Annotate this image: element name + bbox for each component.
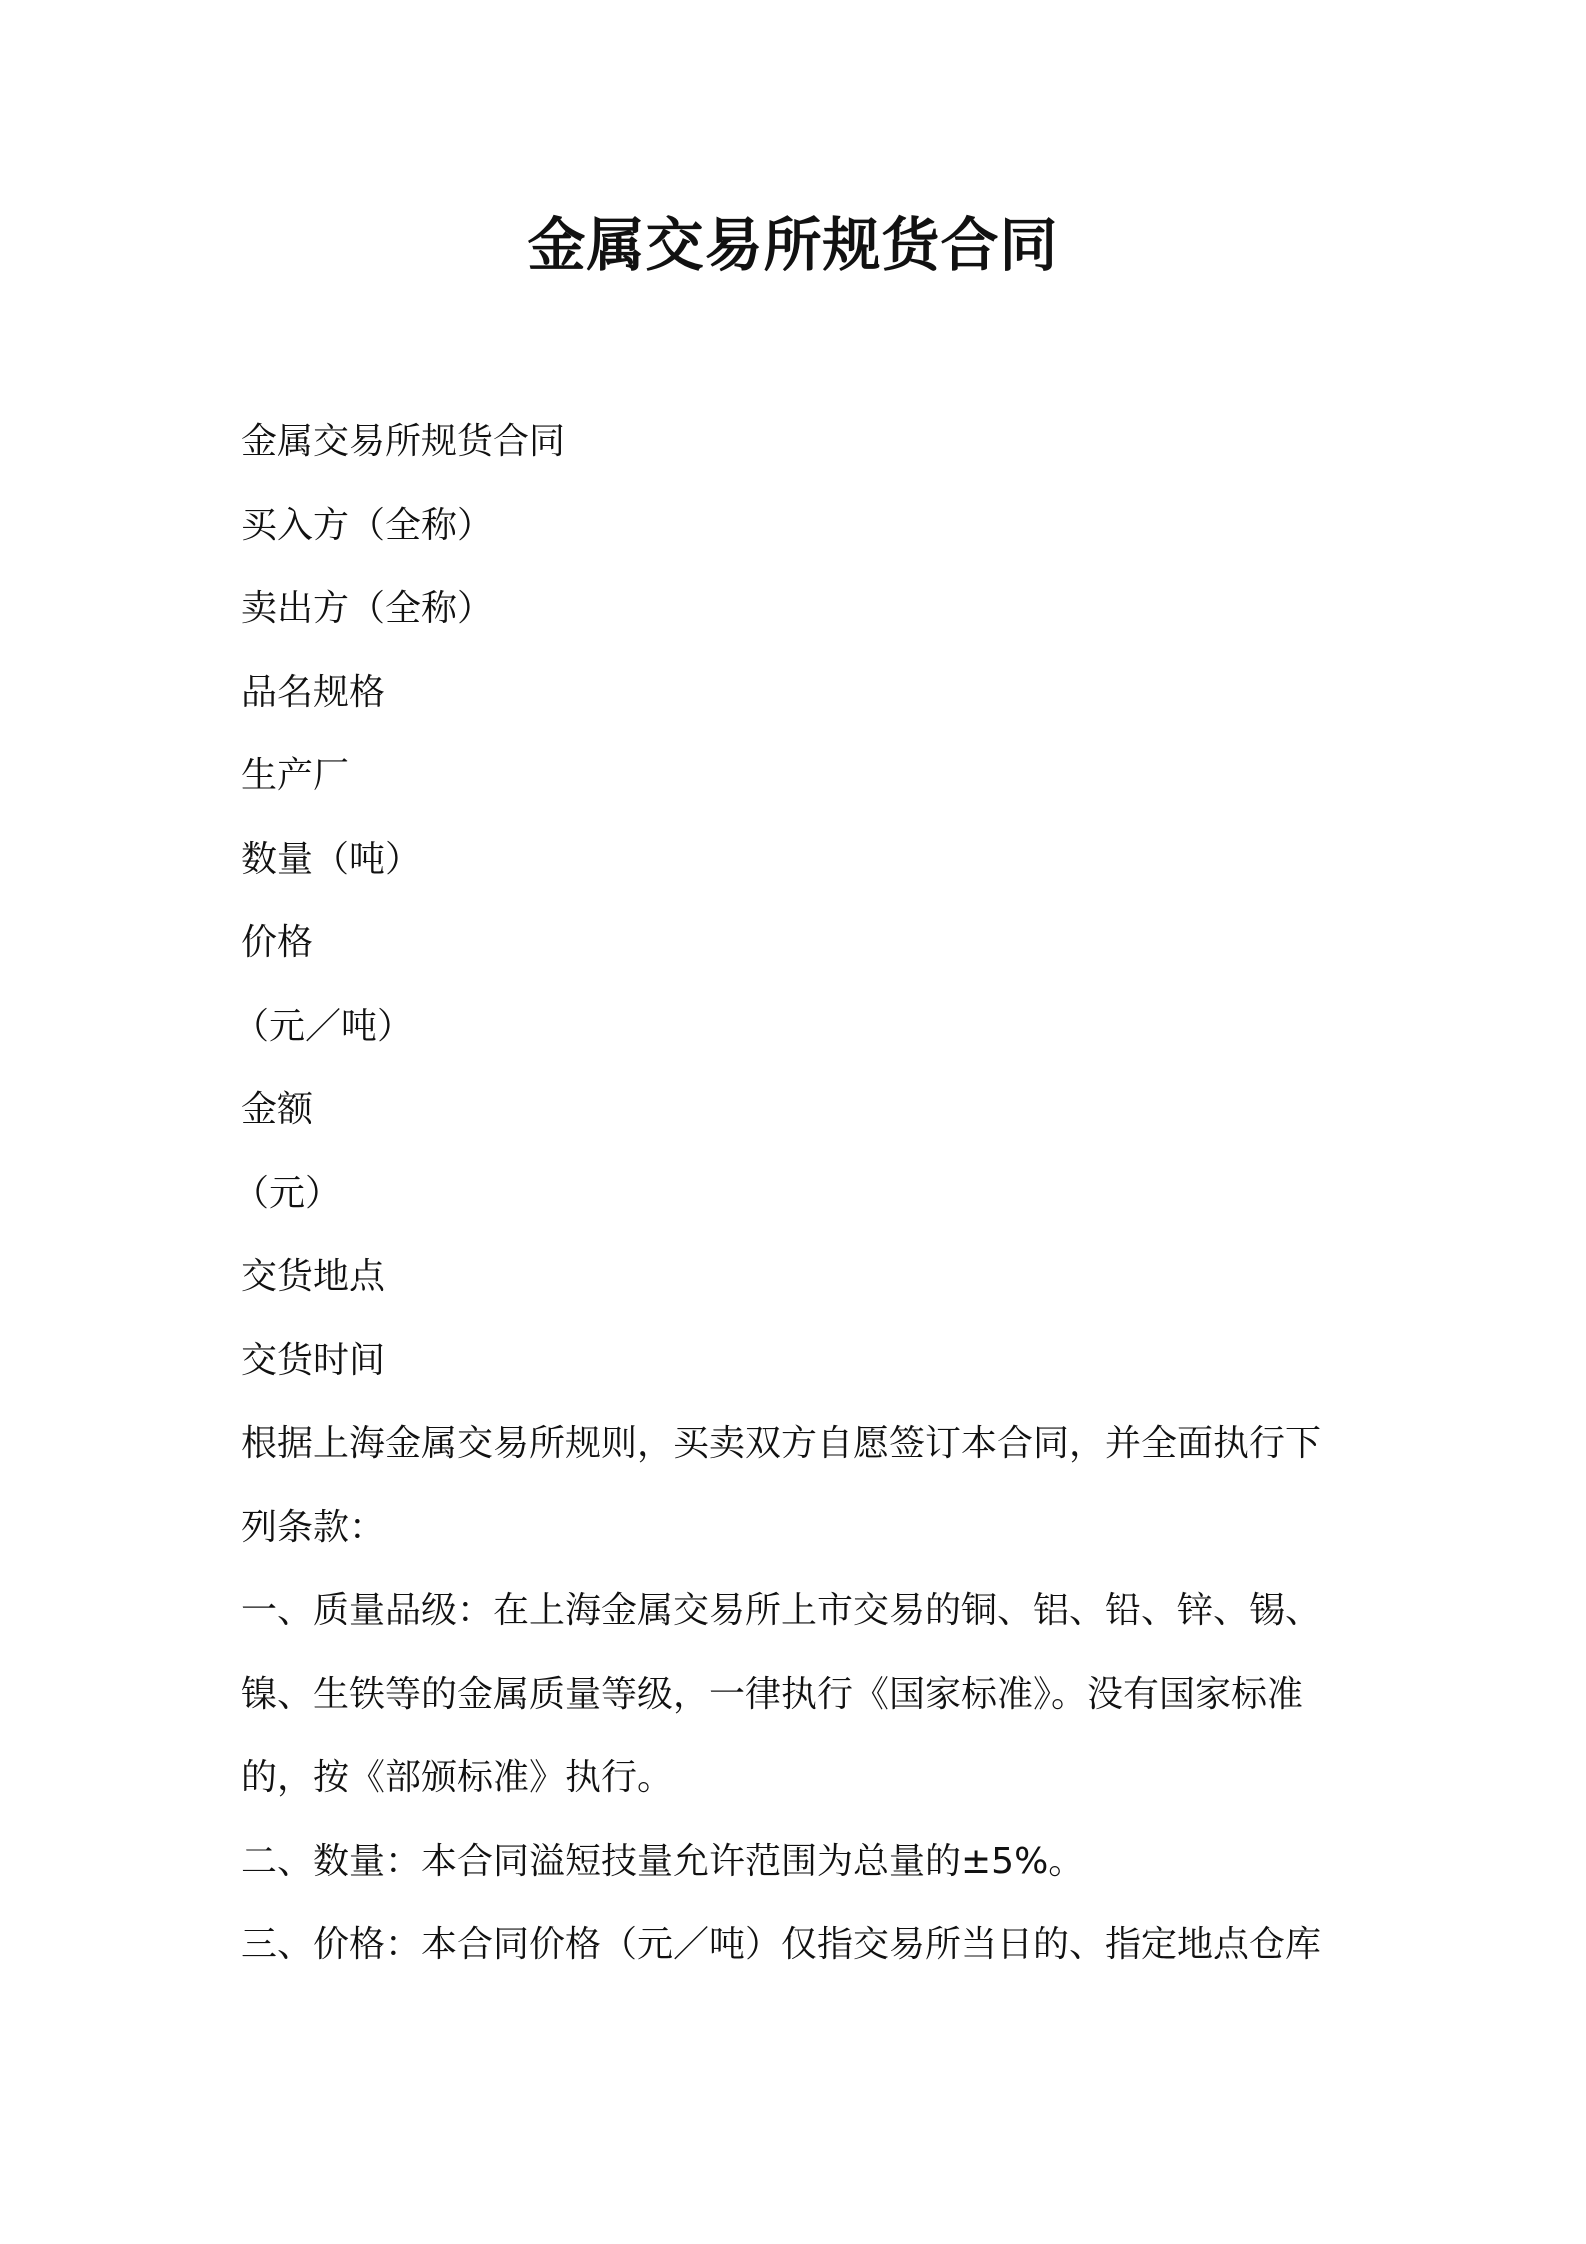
body-line: 交货时间 (241, 1339, 386, 1381)
body-line: 金额 (241, 1089, 314, 1130)
body-line: 金属交易所规货合同 (241, 421, 566, 462)
body-line: 交货地点 (241, 1256, 386, 1297)
document-body (233, 400, 1361, 1987)
body-line: 二、数量：本合同溢短技量允许范围为总量的±5%。 (241, 1840, 1085, 1882)
body-line: 数量（吨） (241, 838, 422, 880)
body-line: 买入方（全称） (241, 504, 494, 546)
body-line: 一、质量品级：在上海金属交易所上市交易的铜、铝、铅、锌、锡、 (241, 1590, 1322, 1631)
body-line: （元／吨） (233, 1005, 414, 1047)
body-line: 价格 (241, 922, 314, 963)
body-line: （元） (233, 1172, 342, 1214)
body-line: 品名规格 (241, 671, 386, 713)
body-line: 卖出方（全称） (241, 588, 494, 629)
body-line: 生产厂 (241, 755, 350, 796)
body-line: 三、价格：本合同价格（元／吨）仅指交易所当日的、指定地点仓库 (241, 1924, 1322, 1965)
body-line: 的，按《部颁标准》执行。 (241, 1757, 674, 1798)
document-title: 金属交易所规货合同 (527, 211, 1059, 279)
body-line: 根据上海金属交易所规则，买卖双方自愿签订本合同，并全面执行下 (241, 1423, 1322, 1464)
body-line: 镍、生铁等的金属质量等级，一律执行《国家标准》。没有国家标准 (241, 1673, 1304, 1715)
body-line: 列条款： (241, 1506, 386, 1548)
